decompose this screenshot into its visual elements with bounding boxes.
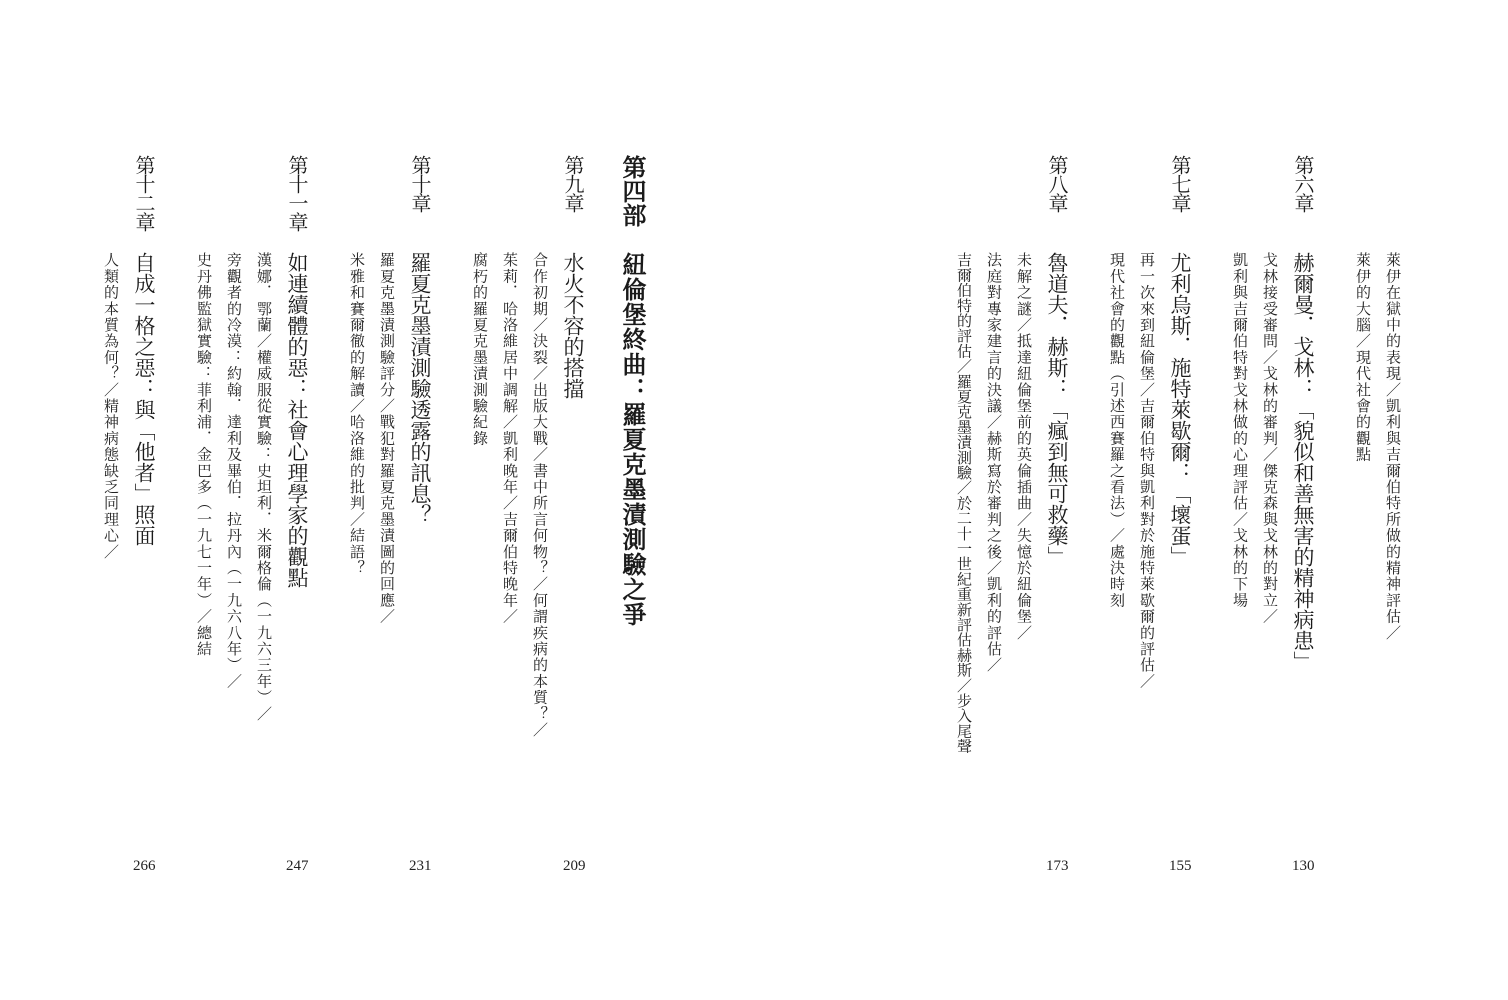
chapter-10-line-1: 羅夏克墨漬測驗評分／戰犯對羅夏克墨漬圖的回應／ [378,252,396,625]
chapter-7-line-1: 再一次來到紐倫堡／吉爾伯特與凱利對於施特萊歇爾的評估／ [1138,252,1156,690]
chapter-9-page-number: 209 [563,858,586,874]
chapter-6-line-2: 凱利與吉爾伯特對戈林做的心理評估／戈林的下場 [1231,252,1249,609]
chapter-9-line-1: 合作初期／決裂／出版大戰／書中所言何物？／何謂疾病的本質？／ [531,252,549,738]
ch5-continued-line-2: 萊伊的大腦／現代社會的觀點 [1354,252,1372,463]
chapter-8-line-2: 法庭對專家建言的決議／赫斯寫於審判之後／凱利的評估／ [985,252,1003,674]
chapter-11-label: 第十一章 [285,155,309,231]
chapter-9-line-3: 腐朽的羅夏克墨漬測驗紀錄 [471,252,489,447]
chapter-6-line-1: 戈林接受審問／戈林的審判／傑克森與戈林的對立／ [1261,252,1279,625]
chapter-7-page-number: 155 [1169,858,1192,874]
chapter-9-title: 水火不容的搭擋 [561,252,585,399]
chapter-10-page-number: 231 [409,858,432,874]
chapter-7-label: 第七章 [1168,155,1192,212]
chapter-8-page-number: 173 [1046,858,1069,874]
chapter-6-title: 赫爾曼．戈林：「貌似和善無害的精神病患」 [1291,252,1315,672]
chapter-11-line-1: 漢娜．鄂蘭／權威服從實驗：史坦利．米爾格倫（一九六三年）／ [255,252,273,722]
chapter-9-label: 第九章 [561,155,585,212]
chapter-12-title: 自成一格之惡：與「他者」照面 [132,252,156,546]
chapter-11-title: 如連續體的惡：社會心理學家的觀點 [285,252,309,588]
chapter-11-line-2: 旁觀者的冷漠：約翰．達利及畢伯．拉丹內（一九六八年）／ [225,252,243,690]
part-4-label: 第四部 [618,155,647,227]
chapter-6-page-number: 130 [1292,858,1315,874]
part-4-title: 紐倫堡終曲：羅夏克墨漬測驗之爭 [618,252,647,627]
chapter-8-line-3: 吉爾伯特的評估／羅夏克墨漬測驗／於二十一世紀重新評估赫斯／步入尾聲 [955,252,973,754]
chapter-7-line-2: 現代社會的觀點（引述西賽羅之看法）／處決時刻 [1108,252,1126,609]
chapter-12-label: 第十二章 [132,155,156,231]
chapter-10-label: 第十章 [408,155,432,212]
chapter-12-page-number: 266 [133,858,156,874]
chapter-12-line-1: 人類的本質為何？／精神病態缺乏同理心／ [102,252,120,560]
chapter-11-page-number: 247 [286,858,309,874]
chapter-8-title: 魯道夫．赫斯：「瘋到無可救藥」 [1045,252,1069,567]
chapter-6-label: 第六章 [1291,155,1315,212]
chapter-11-line-3: 史丹佛監獄實驗：菲利浦．金巴多（一九七一年）／總結 [195,252,213,657]
chapter-8-label: 第八章 [1045,155,1069,212]
chapter-10-title: 羅夏克墨漬測驗透露的訊息？ [408,252,432,525]
chapter-8-line-1: 未解之謎／抵達紐倫堡前的英倫插曲／失憶於紐倫堡／ [1015,252,1033,641]
ch5-continued-line-1: 萊伊在獄中的表現／凱利與吉爾伯特所做的精神評估／ [1384,252,1402,641]
chapter-10-line-2: 米雅和賽爾徹的解讀／哈洛維的批判／結語？ [348,252,366,576]
chapter-9-line-2: 茱莉．哈洛維居中調解／凱利晚年／吉爾伯特晚年／ [501,252,519,625]
chapter-7-title: 尤利烏斯．施特萊歇爾：「壞蛋」 [1168,252,1192,567]
